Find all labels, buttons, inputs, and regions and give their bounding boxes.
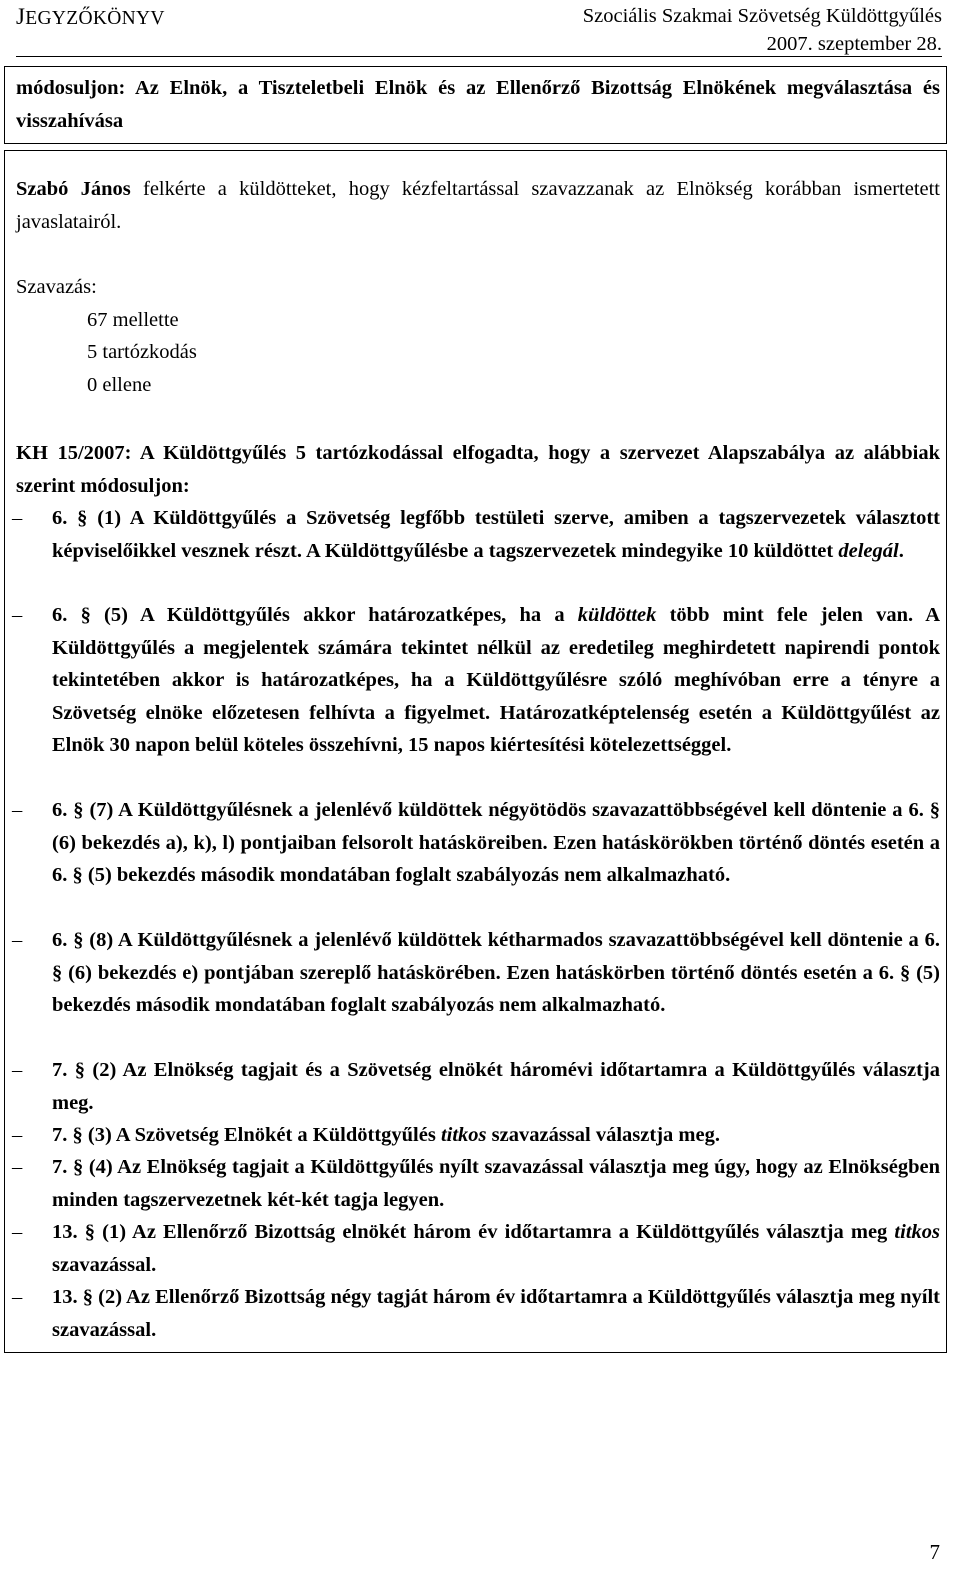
item-text: 13. § (1) Az Ellenőrző Bizottság elnökét három év időtartamra a Küldöttgyűlés választja meg (52, 1221, 895, 1243)
item-text: 6. § (8) A Küldöttgyűlésnek a jelenlévő küldöttek kétharmados szavazattöbbségével kell döntenie a 6. § (6) bekezdés e) pontjában szereplő hatáskörében. Ezen hatáskörben történő döntés esetén a 6. § (5) bekezdés második mondatában foglalt szabályozás nem alkalmazható. (52, 929, 940, 1016)
item-text: 6. § (1) A Küldöttgyűlés a Szövetség legfőbb testületi szerve, amiben a tagszervezetek választott képviselőikkel vesznek részt. A Küldöttgyűlésbe a tagszervezetek mindegyike 10 küldöttet (52, 507, 940, 562)
speaker-text: felkérte a küldötteket, hogy kézfeltartással szavazzanak az Elnökség korábban ismertetett javaslatairól. (16, 178, 941, 233)
amendment-item (52, 1216, 940, 1281)
item-emphasis: küldöttek (577, 604, 657, 626)
page-header (16, 0, 942, 57)
vote-label: Szavazás: (16, 276, 97, 298)
list-dash: – (12, 799, 23, 821)
item-emphasis: delegál (838, 539, 899, 562)
list-dash: – (12, 1124, 23, 1146)
item-text: 7. § (2) Az Elnökség tagjait és a Szövetség elnökét háromévi időtartamra a Küldöttgyűlés választja meg. (52, 1059, 940, 1114)
page-number: 7 (929, 1540, 940, 1564)
amendment-item (52, 1054, 940, 1119)
speaker-paragraph (16, 173, 940, 238)
amendment-item (52, 502, 940, 567)
header-meta (583, 2, 942, 58)
list-dash: – (12, 929, 23, 951)
list-dash: – (12, 1221, 23, 1243)
vote-abstain: 5 tartózkodás (87, 341, 197, 363)
amendment-title: módosuljon: Az Elnök, a Tiszteletbeli Elnök és az Ellenőrző Bizottság Elnökének megválasztása és visszahívása (16, 77, 940, 132)
meeting-date: 2007. szeptember 28. (766, 33, 942, 55)
title-rest: EGYZŐKÖNYV (25, 8, 165, 29)
item-text: 6. § (5) A Küldöttgyűlés akkor határozatképes, ha a (52, 604, 578, 626)
amendment-item (52, 1151, 940, 1216)
item-text: 7. § (4) Az Elnökség tagjait a Küldöttgyűlés nyílt szavazással választja meg úgy, hogy az Elnökségben minden tagszervezetnek két-két tagja legyen. (52, 1156, 940, 1211)
item-emphasis: titkos (440, 1124, 487, 1146)
amendment-item (52, 599, 940, 762)
item-text-end: szavazással. (52, 1253, 157, 1276)
organization-name: Szociális Szakmai Szövetség Küldöttgyűlés (582, 5, 942, 27)
vote-for: 67 mellette (87, 308, 179, 331)
list-dash: – (12, 507, 23, 529)
item-text-end: . (898, 539, 904, 562)
list-dash: – (12, 1286, 23, 1308)
amendment-item (52, 1119, 940, 1152)
item-text: 7. § (3) A Szövetség Elnökét a Küldöttgyűlés (52, 1124, 441, 1146)
item-text-end: szavazással választja meg. (486, 1124, 720, 1146)
amendment-item (52, 924, 940, 1022)
document-type-title (16, 4, 165, 30)
list-dash: – (12, 604, 23, 626)
vote-against: 0 ellene (87, 373, 152, 396)
vote-block (16, 271, 197, 401)
title-initial: J (16, 4, 26, 29)
speaker-name: Szabó János (16, 178, 131, 200)
list-dash: – (12, 1059, 23, 1081)
item-text: 13. § (2) Az Ellenőrző Bizottság négy tagját három év időtartamra a Küldöttgyűlés választja meg nyílt szavazással. (52, 1286, 940, 1341)
item-text-end: több mint fele jelen van. A Küldöttgyűlés a megjelentek számára tekintet nélkül az eredetileg meghirdetett napirendi pontok tekintetében akkor is határozatképes, ha a Küldöttgyűlésre szóló meghívóban erre a tényre a Szövetség elnöke előzetesen felhívta a figyelmet. Határozatképtelenség esetén a Küldöttgyűlést az Elnök 30 napon belül köteles összehívni, 15 napos kiértesítési kötelezettséggel. (52, 604, 940, 756)
item-emphasis: titkos (894, 1221, 940, 1243)
amendment-item (52, 794, 940, 892)
list-dash: – (12, 1156, 23, 1178)
amendment-item (52, 1281, 940, 1346)
item-text: 6. § (7) A Küldöttgyűlésnek a jelenlévő küldöttek négyötödös szavazattöbbségével kell döntenie a 6. § (6) bekezdés a), k), l) pontjaiban felsorolt hatásköreiben. Ezen hatáskörökben történő döntés esetén a 6. § (5) bekezdés második mondatában foglalt szabályozás nem alkalmazható. (52, 799, 940, 886)
resolution-text: KH 15/2007: A Küldöttgyűlés 5 tartózkodással elfogadta, hogy a szervezet Alapszabálya az alábbiak szerint módosuljon: (16, 442, 940, 497)
